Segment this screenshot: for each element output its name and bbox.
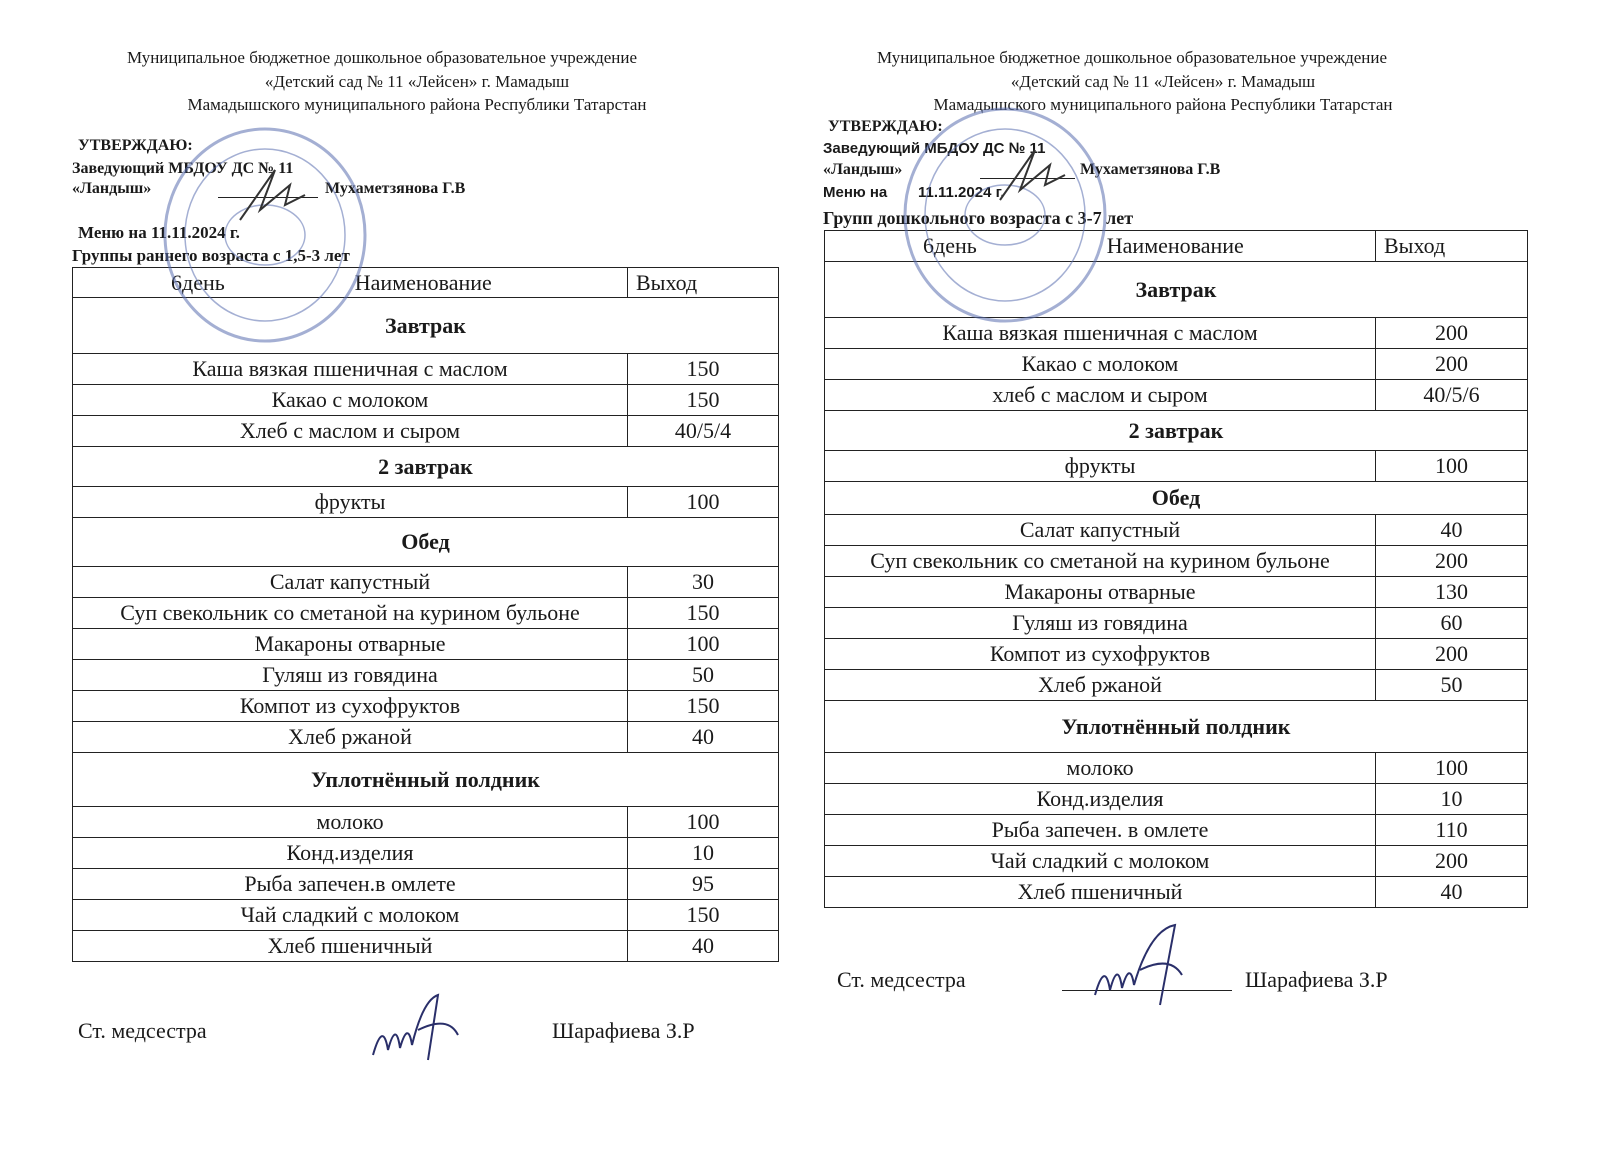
dish-row: [73, 722, 779, 753]
meal-section-title: Уплотнённый полдник: [825, 701, 1528, 753]
dish-name: Рыба запечен.в омлете: [73, 869, 628, 900]
dish-name: Компот из сухофруктов: [825, 639, 1376, 670]
dish-output: 100: [628, 487, 779, 518]
dish-output: 30: [628, 567, 779, 598]
nurse-signature-icon: [368, 990, 463, 1065]
nurse-name: Шарафиева З.Р: [552, 1018, 695, 1043]
dish-name: Конд.изделия: [73, 838, 628, 869]
dish-name: Хлеб с маслом и сыром: [73, 416, 628, 447]
dish-row: [825, 815, 1528, 846]
dish-output: 40/5/4: [628, 416, 779, 447]
dish-name: фрукты: [73, 487, 628, 518]
head-name-label: «Ландыш»: [72, 180, 152, 197]
column-output: Выход: [628, 268, 779, 298]
dish-row: [73, 354, 779, 385]
dish-row: [73, 487, 779, 518]
dish-row: [73, 416, 779, 447]
meal-section-row: [73, 518, 779, 567]
dish-name: Суп свекольник со сметаной на курином бульоне: [73, 598, 628, 629]
meal-section-row: [825, 411, 1528, 451]
dish-name: Гуляш из говядина: [73, 660, 628, 691]
group-title: Группы раннего возраста с 1,5-3 лет: [72, 246, 350, 265]
column-name: Наименование: [1106, 233, 1244, 258]
dish-output: 100: [1376, 451, 1528, 482]
dish-output: 200: [1376, 546, 1528, 577]
approve-label: УТВЕРЖДАЮ:: [78, 137, 193, 154]
dish-row: [73, 691, 779, 722]
dish-row: [825, 451, 1528, 482]
menu-table: [824, 230, 1528, 908]
approve-label: УТВЕРЖДАЮ:: [828, 118, 943, 135]
dish-name: Хлеб пшеничный: [73, 931, 628, 962]
head-title: Заведующий МБДОУ ДС № 11: [823, 140, 1046, 157]
dish-row: [825, 349, 1528, 380]
meal-section-title: 2 завтрак: [73, 447, 779, 487]
meal-section-row: [825, 482, 1528, 515]
dish-output: 200: [1376, 639, 1528, 670]
dish-output: 100: [628, 807, 779, 838]
signature-line: [980, 178, 1075, 179]
dish-row: [73, 385, 779, 416]
dish-row: [73, 838, 779, 869]
dish-output: 40: [628, 722, 779, 753]
group-title: Групп дошкольного возраста с 3-7 лет: [823, 208, 1134, 228]
dish-row: [73, 900, 779, 931]
meal-section-title: Обед: [825, 482, 1528, 515]
dish-row: [825, 515, 1528, 546]
dish-name: Хлеб ржаной: [825, 670, 1376, 701]
dish-name: молоко: [73, 807, 628, 838]
column-day: 6день: [171, 269, 225, 295]
dish-name: Рыба запечен. в омлете: [825, 815, 1376, 846]
nurse-signature-icon: [1090, 920, 1185, 1010]
dish-row: [73, 931, 779, 962]
dish-output: 50: [1376, 670, 1528, 701]
org-line-2: «Детский сад № 11 «Лейсен» г. Мамадыш: [264, 72, 570, 91]
dish-row: [825, 877, 1528, 908]
meal-section-title: Завтрак: [73, 298, 779, 354]
dish-output: 150: [628, 598, 779, 629]
meal-section-row: [73, 447, 779, 487]
nurse-label: Ст. медсестра: [837, 967, 966, 992]
org-line-1: Муниципальное бюджетное дошкольное образовательное учреждение: [127, 48, 637, 67]
menu-label: Меню на: [823, 184, 888, 201]
dish-output: 150: [628, 385, 779, 416]
dish-row: [825, 318, 1528, 349]
menu-table: [72, 267, 779, 962]
dish-output: 10: [1376, 784, 1528, 815]
dish-name: Гуляш из говядина: [825, 608, 1376, 639]
dish-name: Каша вязкая пшеничная с маслом: [825, 318, 1376, 349]
head-name: Мухаметзянова Г.В: [325, 180, 466, 197]
dish-output: 200: [1376, 318, 1528, 349]
dish-output: 100: [628, 629, 779, 660]
dish-output: 40: [1376, 515, 1528, 546]
dish-output: 95: [628, 869, 779, 900]
dish-row: [825, 784, 1528, 815]
dish-name: Чай сладкий с молоком: [825, 846, 1376, 877]
dish-output: 150: [628, 354, 779, 385]
meal-section-title: Уплотнённый полдник: [73, 753, 779, 807]
dish-row: [825, 577, 1528, 608]
dish-name: Суп свекольник со сметаной на курином бульоне: [825, 546, 1376, 577]
dish-row: [825, 608, 1528, 639]
dish-row: [825, 380, 1528, 411]
signature-line: [218, 197, 318, 198]
nurse-name: Шарафиева З.Р: [1245, 967, 1388, 992]
dish-name: Конд.изделия: [825, 784, 1376, 815]
meal-section-title: Обед: [73, 518, 779, 567]
dish-output: 200: [1376, 349, 1528, 380]
dish-name: Чай сладкий с молоком: [73, 900, 628, 931]
dish-output: 10: [628, 838, 779, 869]
dish-name: молоко: [825, 753, 1376, 784]
nurse-label: Ст. медсестра: [78, 1018, 207, 1043]
dish-output: 150: [628, 691, 779, 722]
dish-row: [73, 660, 779, 691]
menu-date: Меню на 11.11.2024 г.: [78, 223, 240, 242]
dish-output: 50: [628, 660, 779, 691]
meal-section-row: [825, 701, 1528, 753]
dish-output: 40: [1376, 877, 1528, 908]
dish-output: 200: [1376, 846, 1528, 877]
dish-output: 40/5/6: [1376, 380, 1528, 411]
org-line-3: Мамадышского муниципального района Республики Татарстан: [933, 95, 1393, 114]
dish-row: [73, 807, 779, 838]
column-day: 6день: [923, 233, 977, 258]
dish-row: [73, 598, 779, 629]
meal-section-row: [73, 753, 779, 807]
dish-name: Какао с молоком: [825, 349, 1376, 380]
dish-name: хлеб с маслом и сыром: [825, 380, 1376, 411]
head-name: Мухаметзянова Г.В: [1080, 161, 1221, 178]
header-cell-name: [825, 231, 1376, 262]
dish-output: 40: [628, 931, 779, 962]
meal-section-title: 2 завтрак: [825, 411, 1528, 451]
dish-output: 60: [1376, 608, 1528, 639]
dish-row: [825, 639, 1528, 670]
dish-name: Какао с молоком: [73, 385, 628, 416]
meal-section-row: [825, 262, 1528, 318]
column-name: Наименование: [354, 269, 492, 295]
head-title: Заведующий МБДОУ ДС № 11: [72, 160, 294, 177]
dish-name: Каша вязкая пшеничная с маслом: [73, 354, 628, 385]
dish-name: Макароны отварные: [73, 629, 628, 660]
dish-name: Салат капустный: [825, 515, 1376, 546]
column-output: Выход: [1376, 231, 1528, 262]
org-line-2: «Детский сад № 11 «Лейсен» г. Мамадыш: [1010, 72, 1316, 91]
head-name-label: «Ландыш»: [823, 161, 903, 178]
dish-row: [73, 567, 779, 598]
dish-row: [73, 629, 779, 660]
dish-row: [73, 869, 779, 900]
dish-output: 150: [628, 900, 779, 931]
dish-row: [825, 546, 1528, 577]
dish-output: 130: [1376, 577, 1528, 608]
org-line-3: Мамадышского муниципального района Республики Татарстан: [187, 95, 647, 114]
dish-name: Компот из сухофруктов: [73, 691, 628, 722]
meal-section-title: Завтрак: [825, 262, 1528, 318]
dish-output: 110: [1376, 815, 1528, 846]
dish-name: Салат капустный: [73, 567, 628, 598]
table-header-row: [825, 231, 1528, 262]
dish-name: Хлеб пшеничный: [825, 877, 1376, 908]
nurse-signature-line: [1062, 990, 1232, 991]
dish-name: фрукты: [825, 451, 1376, 482]
header-cell-name: [73, 268, 628, 298]
dish-row: [825, 753, 1528, 784]
dish-output: 100: [1376, 753, 1528, 784]
dish-row: [825, 846, 1528, 877]
org-line-1: Муниципальное бюджетное дошкольное образовательное учреждение: [877, 48, 1387, 67]
dish-name: Макароны отварные: [825, 577, 1376, 608]
dish-name: Хлеб ржаной: [73, 722, 628, 753]
meal-section-row: [73, 298, 779, 354]
menu-date: 11.11.2024 г.: [918, 184, 1005, 201]
dish-row: [825, 670, 1528, 701]
table-header-row: [73, 268, 779, 298]
